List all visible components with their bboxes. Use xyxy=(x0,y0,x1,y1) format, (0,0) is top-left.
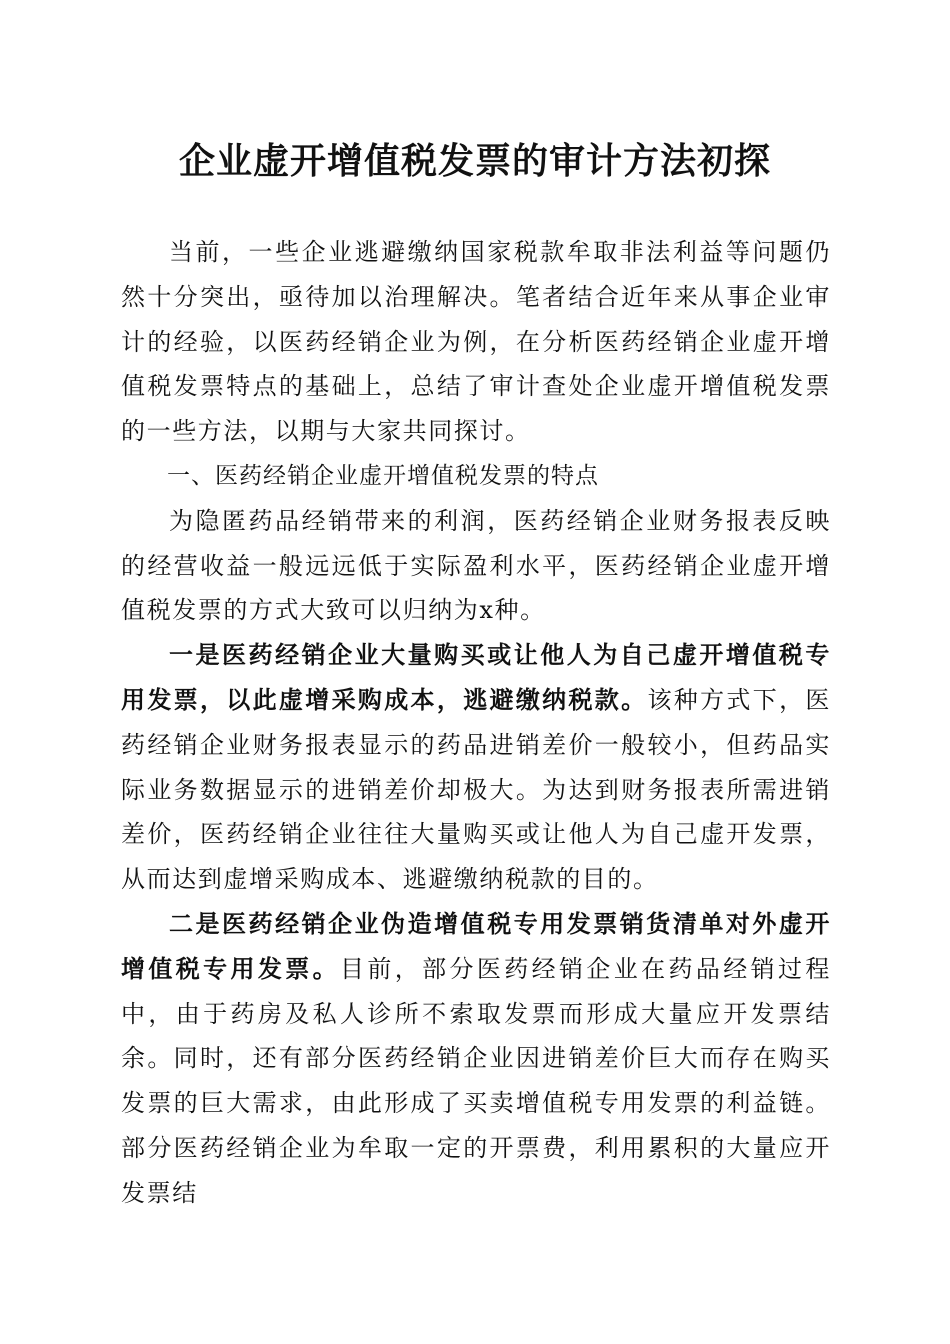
section-paragraph: 为隐匿药品经销带来的利润，医药经销企业财务报表反映的经营收益一般远远低于实际盈利水平，医药经销企业虚开增值税发票的方式大致可以归纳为x种。 xyxy=(121,506,831,625)
section-heading: 一、医药经销企业虚开增值税发票的特点 xyxy=(167,462,599,489)
point-one-lead: 一是医药经销企业大量购买或让他人为自己虚开增值税专用发票，以此虚增采购成本，逃避缴纳税款。 xyxy=(121,640,831,714)
document-title: 企业虚开增值税发票的审计方法初探 xyxy=(178,141,771,182)
document-body xyxy=(121,230,831,1216)
intro-paragraph: 当前，一些企业逃避缴纳国家税款牟取非法利益等问题仍然十分突出，亟待加以治理解决。笔者结合近年来从事企业审计的经验，以医药经销企业为例，在分析医药经销企业虚开增值税发票特点的基础上，总结了审计查处企业虚开增值税发票的一些方法，以期与大家共同探讨。 xyxy=(121,238,831,446)
point-one-text: 该种方式下，医药经销企业财务报表显示的药品进销差价一般较小，但药品实际业务数据显示的进销差价却极大。为达到财务报表所需进销差价，医药经销企业往往大量购买或让他人为自己虚开发票，从而达到虚增采购成本、逃避缴纳税款的目的。 xyxy=(121,685,832,894)
point-two-paragraph xyxy=(121,902,831,1216)
point-one-paragraph xyxy=(121,633,831,902)
point-two-lead: 二是医药经销企业伪造增值税专用发票销货清单对外虚开增值税专用发票。 xyxy=(121,908,831,983)
point-two-text: 目前，部分医药经销企业在药品经销过程中，由于药房及私人诊所不索取发票而形成大量应开发票结余。同时，还有部分医药经销企业因进销差价巨大而存在购买发票的巨大需求，由此形成了买卖增值税专用发票的利益链。部分医药经销企业为牟取一定的开票费，利用累积的大量应开发票结 xyxy=(121,954,831,1207)
